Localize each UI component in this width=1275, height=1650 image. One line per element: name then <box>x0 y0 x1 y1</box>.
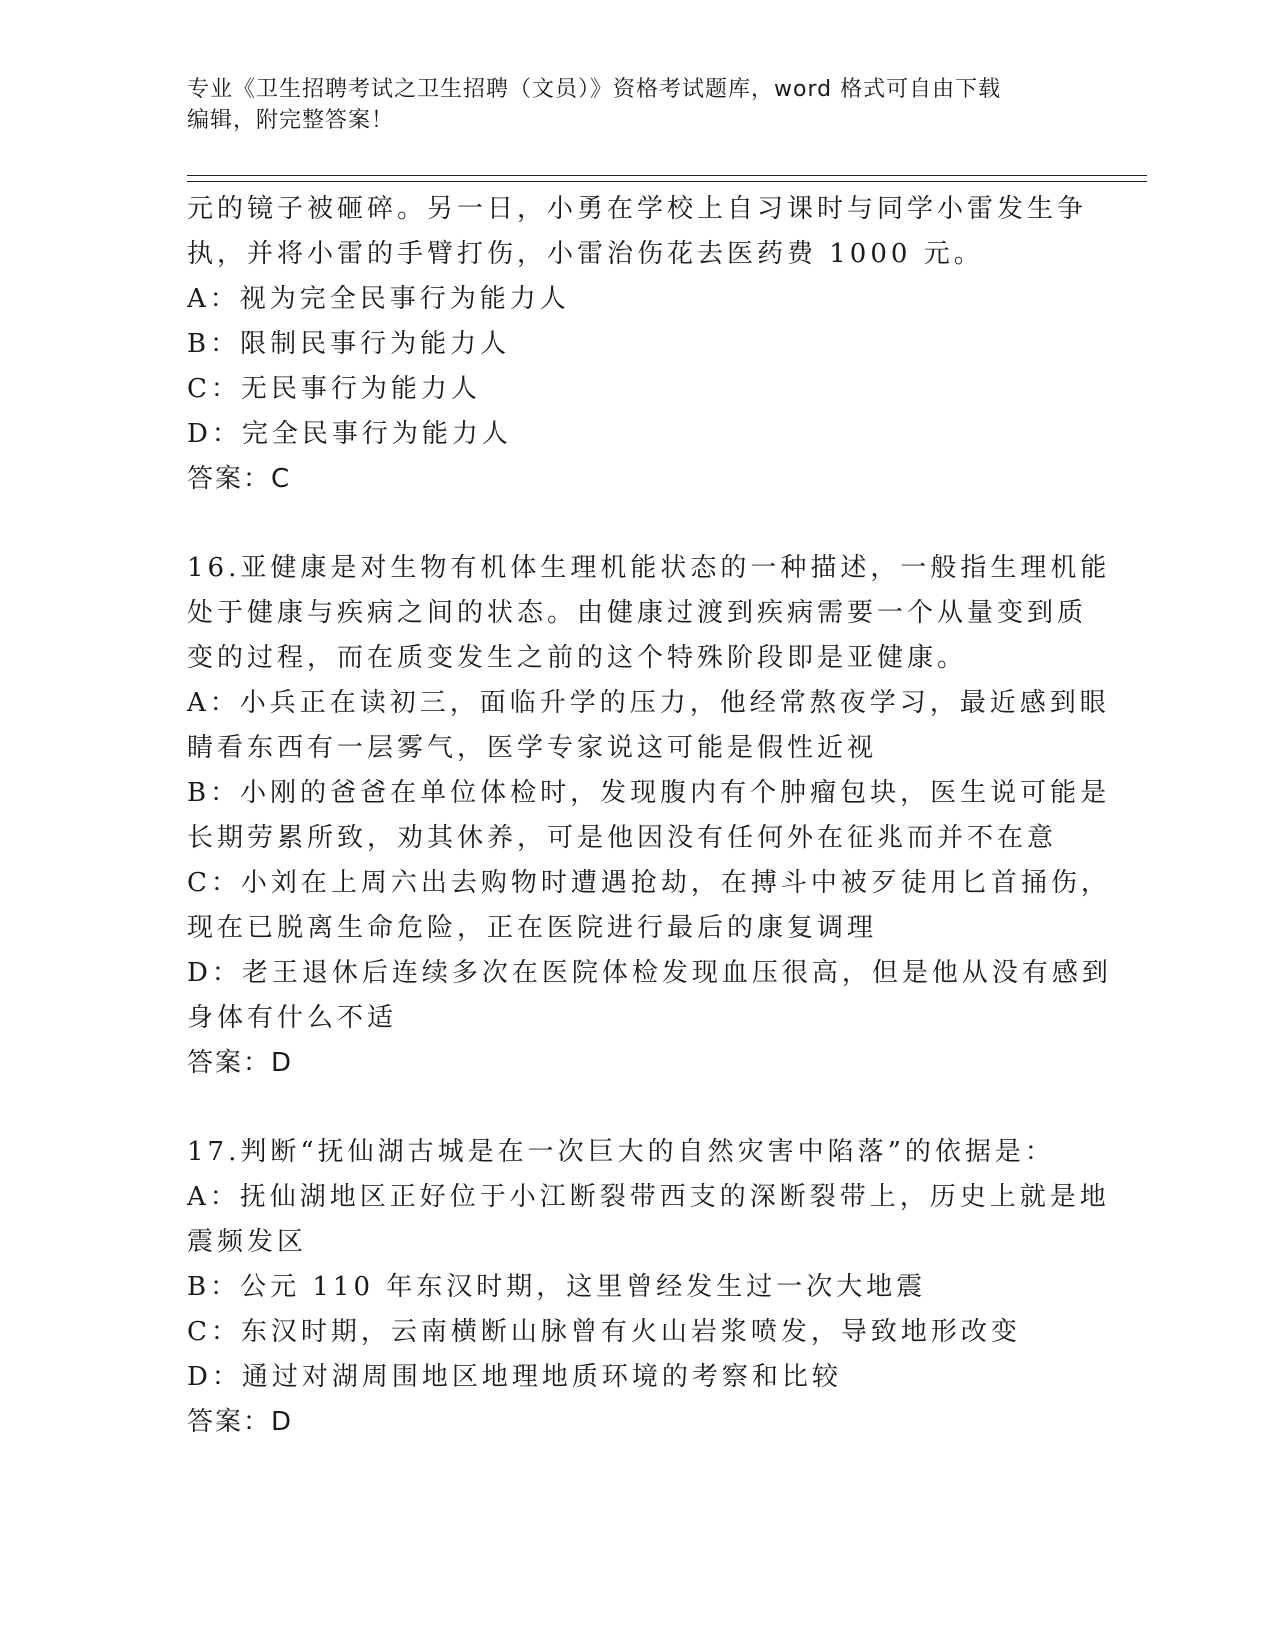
option-a-continued: 睛看东西有一层雾气，医学专家说这可能是假性近视 <box>187 733 878 763</box>
option-b-continued: 长期劳累所致，劝其休养，可是他因没有任何外在征兆而并不在意 <box>187 823 1058 853</box>
question-16 <box>187 546 1112 1086</box>
option-a: A：视为完全民事行为能力人 <box>187 284 570 314</box>
question-spacer <box>187 1086 1077 1130</box>
option-d-continued: 身体有什么不适 <box>187 1003 398 1033</box>
option-b: B：限制民事行为能力人 <box>187 329 511 359</box>
option-a-continued: 震频发区 <box>187 1227 308 1257</box>
option-b: B：小刚的爸爸在单位体检时，发现腹内有个肿瘤包块，医生说可能是 <box>187 778 1111 808</box>
answer-line: 答案：C <box>187 464 292 494</box>
question-stem-line: 执，并将小雷的手臂打伤，小雷治伤花去医药费 1000 元。 <box>187 239 984 269</box>
header-line-1: 专业《卫生招聘考试之卫生招聘（文员）》资格考试题库，word 格式可自由下载 <box>187 77 1002 102</box>
question-stem-line: 16.亚健康是对生物有机体生理机能状态的一种描述，一般指生理机能 <box>187 553 1111 583</box>
option-d: D：完全民事行为能力人 <box>187 419 512 449</box>
question-spacer <box>187 502 1077 546</box>
question-stem-line: 元的镜子被砸碎。另一日，小勇在学校上自习课时与同学小雷发生争 <box>187 194 1088 224</box>
option-c-continued: 现在已脱离生命危险，正在医院进行最后的康复调理 <box>187 913 878 943</box>
answer-line: 答案：D <box>187 1407 294 1437</box>
question-15 <box>187 187 1088 502</box>
question-stem-line: 处于健康与疾病之间的状态。由健康过渡到疾病需要一个从量变到质 <box>187 598 1088 628</box>
option-d: D：老王退休后连续多次在医院体检发现血压很高，但是他从没有感到 <box>187 958 1112 988</box>
option-c: C：无民事行为能力人 <box>187 374 481 404</box>
header-divider-bottom <box>187 181 1147 182</box>
option-b: B：公元 110 年东汉时期，这里曾经发生过一次大地震 <box>187 1272 927 1302</box>
question-stem-line: 变的过程，而在质变发生之前的这个特殊阶段即是亚健康。 <box>187 643 968 673</box>
option-c: C：东汉时期，云南横断山脉曾有火山岩浆喷发，导致地形改变 <box>187 1317 1021 1347</box>
option-d: D：通过对湖周围地区地理地质环境的考察和比较 <box>187 1362 842 1392</box>
question-stem-line: 17.判断“抚仙湖古城是在一次巨大的自然灾害中陷落”的依据是： <box>187 1137 1055 1167</box>
header-divider-top <box>187 175 1147 176</box>
header-line-2: 编辑，附完整答案！ <box>187 108 395 133</box>
question-17 <box>187 1130 1110 1445</box>
document-body <box>187 187 1112 1445</box>
option-c: C：小刘在上周六出去购物时遭遇抢劫，在搏斗中被歹徒用匕首捅伤， <box>187 868 1111 898</box>
answer-line: 答案：D <box>187 1048 294 1078</box>
option-a: A：抚仙湖地区正好位于小江断裂带西支的深断裂带上，历史上就是地 <box>187 1182 1110 1212</box>
document-header <box>187 74 1067 136</box>
option-a: A：小兵正在读初三，面临升学的压力，他经常熬夜学习，最近感到眼 <box>187 688 1110 718</box>
